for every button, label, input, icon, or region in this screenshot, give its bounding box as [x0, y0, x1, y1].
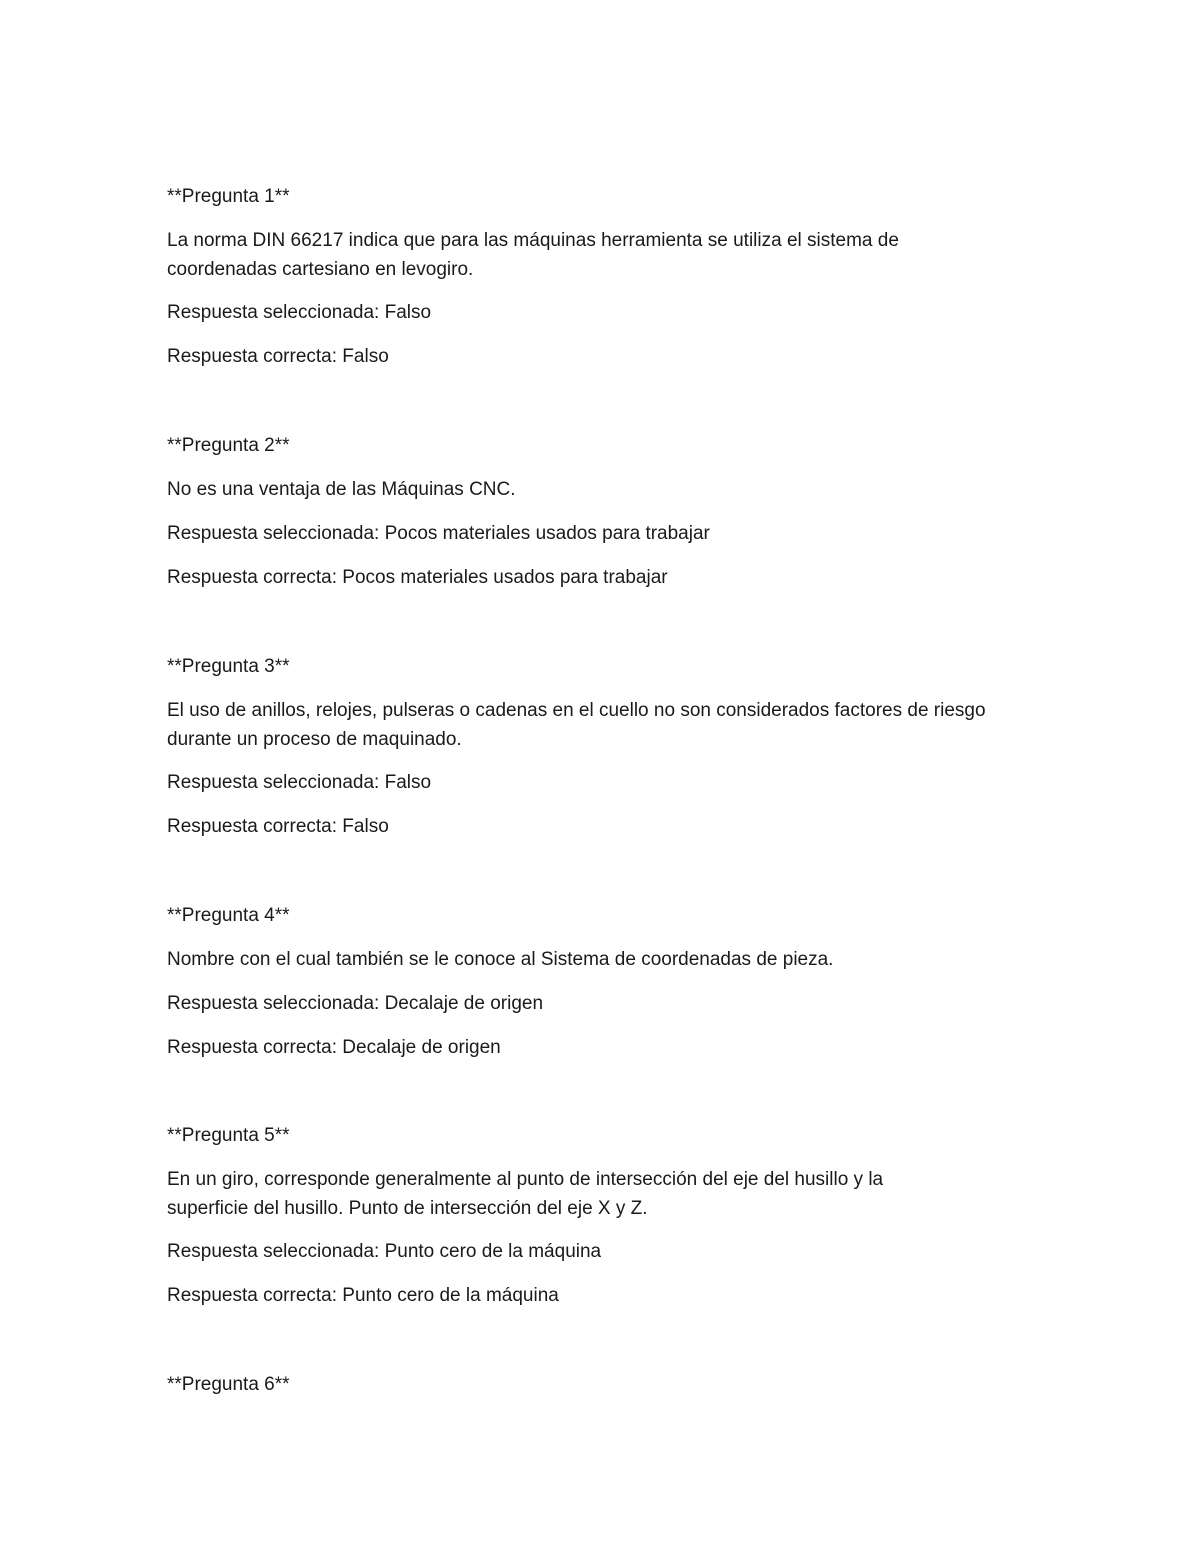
- question-heading: **Pregunta 5**: [167, 1125, 290, 1146]
- correct-answer: Respuesta correcta: Falso: [167, 346, 389, 367]
- correct-answer: Respuesta correcta: Decalaje de origen: [167, 1036, 501, 1058]
- selected-answer: Respuesta seleccionada: Decalaje de origen: [167, 992, 544, 1014]
- question-1: [167, 183, 1027, 371]
- selected-answer: Respuesta seleccionada: Falso: [167, 772, 432, 793]
- question-heading: **Pregunta 4**: [167, 905, 290, 926]
- question-heading: **Pregunta 2**: [167, 435, 290, 456]
- question-heading: **Pregunta 3**: [167, 656, 290, 677]
- selected-answer: Respuesta seleccionada: Punto cero de la máquina: [167, 1241, 602, 1262]
- question-text: En un giro, corresponde generalmente al punto de intersección del eje del husillo y la superficie del husillo. Punto de intersección del eje X y Z.: [167, 1169, 884, 1219]
- correct-answer: Respuesta correcta: Falso: [167, 816, 389, 837]
- selected-answer: Respuesta seleccionada: Falso: [167, 302, 432, 323]
- question-text: Nombre con el cual también se le conoce al Sistema de coordenadas de pieza.: [167, 949, 834, 970]
- selected-answer: Respuesta seleccionada: Pocos materiales usados para trabajar: [167, 522, 710, 544]
- correct-answer: Respuesta correcta: Punto cero de la máquina: [167, 1285, 559, 1306]
- question-4: [167, 902, 1027, 1062]
- question-5: [167, 1122, 1027, 1310]
- question-2: [167, 432, 1027, 592]
- correct-answer: Respuesta correcta: Pocos materiales usados para trabajar: [167, 566, 668, 588]
- question-6: [167, 1371, 1027, 1399]
- question-3: [167, 653, 1027, 841]
- question-heading: **Pregunta 1**: [167, 186, 290, 207]
- question-text: El uso de anillos, relojes, pulseras o cadenas en el cuello no son considerados factores de riesgo durante un proceso de maquinado.: [167, 700, 986, 750]
- question-text: La norma DIN 66217 indica que para las máquinas herramienta se utiliza el sistema de coordenadas cartesiano en levogiro.: [167, 230, 899, 280]
- question-text: No es una ventaja de las Máquinas CNC.: [167, 479, 516, 500]
- question-heading: **Pregunta 6**: [167, 1374, 290, 1395]
